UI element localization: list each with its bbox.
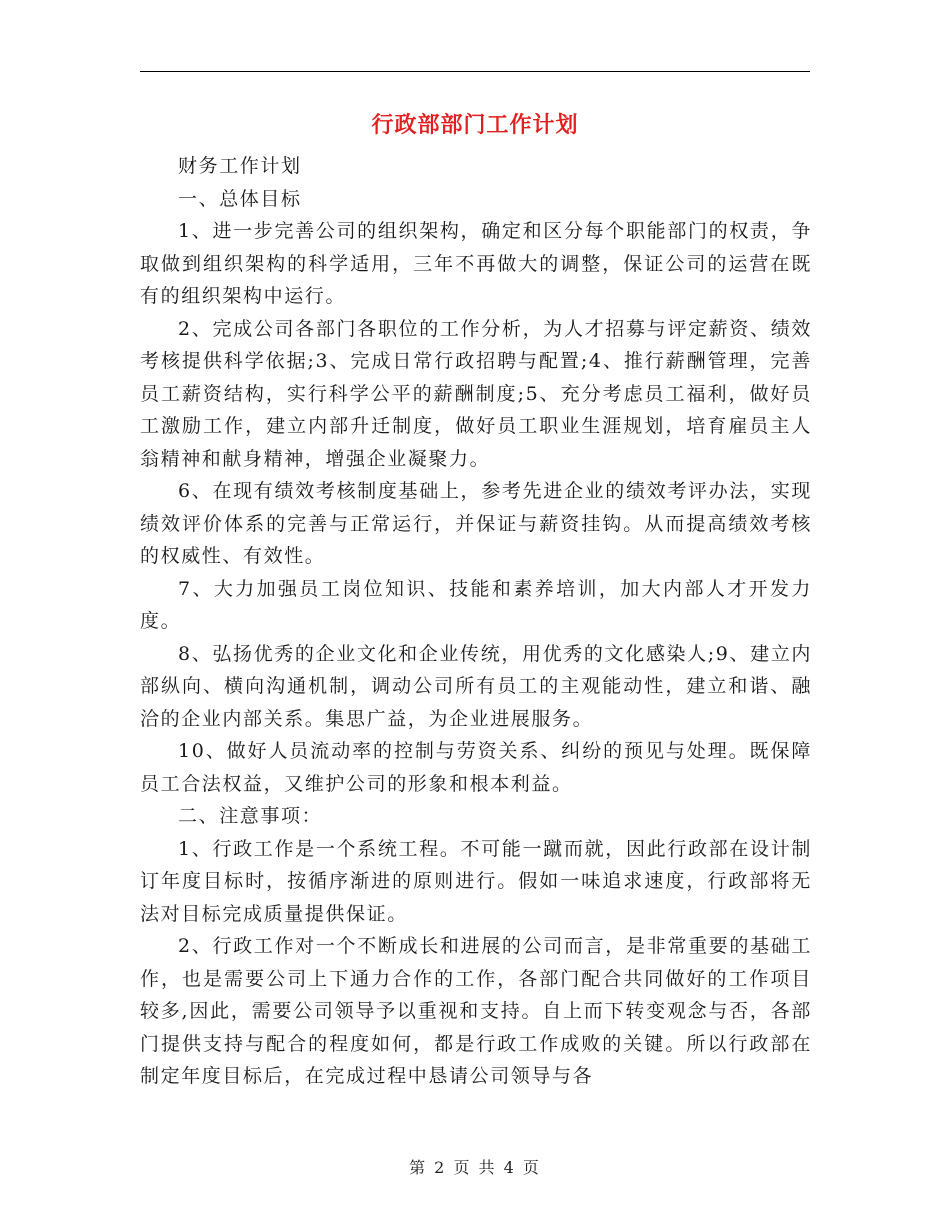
header-rule <box>140 71 810 72</box>
document-body <box>140 150 812 1093</box>
paragraph-goal-2-5: 2、完成公司各部门各职位的工作分析，为人才招募与评定薪资、绩效考核提供科学依据;3、完成日常行政招聘与配置;4、推行薪酬管理，完善员工薪资结构，实行科学公平的薪酬制度;5、充分考虑员工福利，做好员工激励工作，建立内部升迁制度，做好员工职业生涯规划，培育雇员主人翁精神和献身精神，增强企业凝聚力。 <box>140 317 812 470</box>
paragraph-goal-1: 1、进一步完善公司的组织架构，确定和区分每个职能部门的权责，争取做到组织架构的科学适用，三年不再做大的调整，保证公司的运营在既有的组织架构中运行。 <box>140 220 812 307</box>
section-heading-finance: 财务工作计划 <box>178 155 302 177</box>
paragraph-goal-8-9: 8、弘扬优秀的企业文化和企业传统，用优秀的文化感染人;9、建立内部纵向、横向沟通机制，调动公司所有员工的主观能动性，建立和谐、融洽的企业内部关系。集思广益，为企业进展服务。 <box>140 642 812 730</box>
section-heading-goals: 一、总体目标 <box>178 187 302 210</box>
paragraph-goal-10: 10、做好人员流动率的控制与劳资关系、纠纷的预见与处理。既保障员工合法权益，又维护公司的形象和根本利益。 <box>140 740 812 795</box>
paragraph-goal-7: 7、大力加强员工岗位知识、技能和素养培训，加大内部人才开发力度。 <box>140 577 812 632</box>
paragraph-goal-6: 6、在现有绩效考核制度基础上，参考先进企业的绩效考评办法，实现绩效评价体系的完善与正常运行，并保证与薪资挂钩。从而提高绩效考核的权威性、有效性。 <box>140 480 812 567</box>
paragraph-note-1: 1、行政工作是一个系统工程。不可能一蹴而就，因此行政部在设计制订年度目标时，按循序渐进的原则进行。假如一味追求速度，行政部将无法对目标完成质量提供保证。 <box>140 837 812 925</box>
document-title: 行政部部门工作计划 <box>371 113 579 138</box>
paragraph-note-2: 2、行政工作对一个不断成长和进展的公司而言，是非常重要的基础工作，也是需要公司上下通力合作的工作，各部门配合共同做好的工作项目较多,因此，需要公司领导予以重视和支持。自上而下转变观念与否，各部门提供支持与配合的程度如何，都是行政工作成败的关键。所以行政部在制定年度目标后，在完成过程中恳请公司领导与各 <box>140 935 812 1087</box>
section-heading-notes: 二、注意事项： <box>178 805 323 827</box>
page-number-footer: 第 2 页 共 4 页 <box>409 1158 541 1177</box>
